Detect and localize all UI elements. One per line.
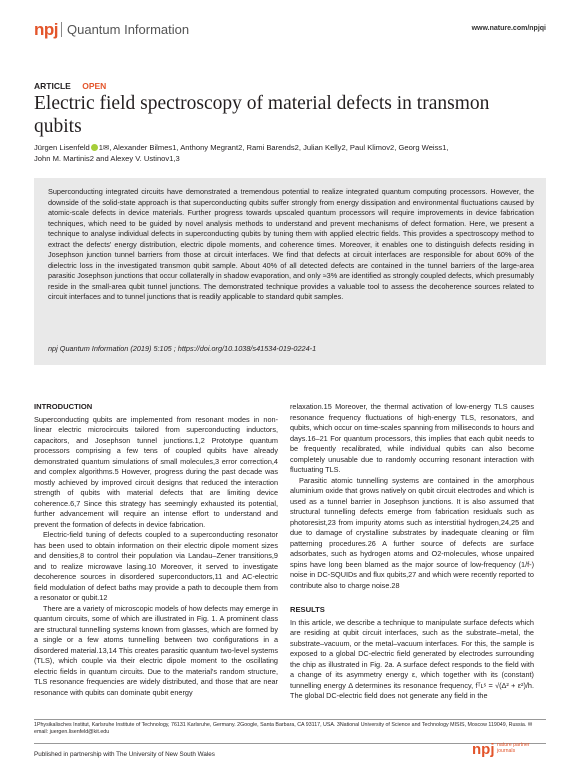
abstract-panel — [34, 178, 546, 365]
paragraph: relaxation.15 Moreover, the thermal activation of low-energy TLS causes resonance frequency fluctuations of high-energy TLS, resonators, and qubits, which occur on time-scales spanning from milliseconds to hours and days.16–21 For quantum processors, this implies that each qubit needs to be frequently recalibrated, while individual qubits can also become completely unusable due to randomly occurring resonant interaction with fluctuating TLS. — [290, 402, 534, 474]
article-type-label — [34, 81, 106, 91]
paragraph: Electric-field tuning of defects coupled to a superconducting resonator has been used to obtain information on their electric dipole moment sizes and densities,8 to control their population via Landau–Zener transitions,9 and to realize microwave lasing.10 Moreover, it served to investigate decoherence sources in disordered superconductors,11 and AC-electric field modulation of defect baths may provide a path to decouple them from a resonator or qubit.12 — [34, 530, 278, 602]
right-column — [290, 402, 534, 702]
author-line-1: 1✉, Alexander Bilmes1, Anthony Megrant2, Rami Barends2, Julian Kelly2, Paul Klimov2, Georg Weiss1, — [98, 143, 449, 152]
author-list — [34, 143, 549, 164]
header-divider — [61, 22, 62, 37]
citation-line[interactable]: npj Quantum Information (2019) 5:105 ; https://doi.org/10.1038/s41534-019-0224-1 — [48, 344, 317, 353]
footer-npj-logo: npj — [472, 741, 495, 758]
footnote-divider — [34, 719, 546, 720]
section-heading-introduction: INTRODUCTION — [34, 402, 93, 411]
paragraph: There are a variety of microscopic models of how defects may emerge in quantum circuits, some of which are illustrated in Fig. 1. A prominent class are structural tunnelling systems known from glasses, which are formed by a single or a few atoms tunnelling between two configurations in a disordered material.13,14 This creates parasitic quantum two-level systems (TLS), which couple via their electric dipole moment to the oscillating electric fields in quantum circuits. Due to the material's random structure, TLS resonance frequencies are widely distributed, and those that are near resonance with qubits can dominate qubit energy — [34, 603, 278, 697]
abstract-text: Superconducting integrated circuits have demonstrated a tremendous potential to realize integrated quantum computing processors. However, the downside of the solid-state approach is that superconducting qubits suffer strongly from energy dissipation and environmental fluctuations caused by atomic-scale defects in device materials. Further progress towards upscaled quantum processors will require improvements in device fabrication techniques, which need to be guided by novel analysis methods to understand and prevent mechanisms of defect formation. Here, we present a technique to analyse individual defects in superconducting qubits by tuning them with applied electric fields. This provides a spectroscopy method to extract the defects' energy distribution, electric dipole moments, and coherence times. Moreover, it enables one to distinguish defects residing in Josephson junction tunnel barriers from those at circuit interfaces. We find that defects at circuit interfaces are responsible for about 60% of the dielectric loss in the investigated transmon qubit sample. About 40% of all detected defects are contained in the tunnel barriers of the large-area parasitic Josephson junctions that occur collaterally in shadow evaporation, and only ≈3% are identified as strongly coupled defects, which presumably reside in the small-area qubit tunnel junctions. The demonstrated technique provides a valuable tool to assess the decoherence sources related to circuit interfaces and to tunnel junctions that is readily applicable to standard qubit samples. — [48, 187, 534, 301]
journal-header — [34, 20, 546, 44]
paragraph: Superconducting qubits are implemented from resonant modes in non-linear electric microcircuits tailored from superconducting inductors, capacitors, and Josephson tunnel junctions.1,2 Prototype quantum processors comprising a few tens of coupled qubits have already demonstrated quantum simulations of small molecules,3 error correction,4 and complex algorithms.5 However, progress during the past decade was mostly achieved by improved circuit designs that reduced the interaction strength of qubits with material defects that are limiting device coherence.6,7 Since this strategy has seemingly exhausted its potential, further advancement will require an intense effort to understand and prevent the formation of defects in device fabrication. — [34, 414, 278, 529]
publisher-note: Published in partnership with The University of New South Wales — [34, 751, 215, 758]
journal-name: Quantum Information — [67, 22, 190, 37]
nature-partner-journals-logo — [472, 741, 546, 761]
left-column — [34, 402, 278, 698]
author-first: Jürgen Lisenfeld — [34, 143, 90, 152]
footer-logo-line-2: journals — [497, 748, 516, 754]
section-heading-results: RESULTS — [290, 605, 325, 614]
paragraph: In this article, we describe a technique to manipulate surface defects which are residing at qubit circuit interfaces, such as the substrate–metal, the substrate–vacuum, or the metal–vacuum interfaces. For this, the sample is exposed to a global DC-electric field generated by electrodes surrounding the chip as illustrated in Fig. 2a. A surface defect responds to the field with a change of its asymmetry energy ε, which together with its (constant) tunnelling energy Δ determines its resonance frequency, fᵀʟˢ = √(Δ² + ε²)/h. The global DC-electric field does not generate any field in the — [290, 617, 534, 700]
npj-logo: npj — [34, 20, 58, 39]
article-type: ARTICLE — [34, 81, 71, 91]
footer-logo-line-1: nature partner — [497, 742, 530, 748]
author-line-2: John M. Martinis2 and Alexey V. Ustinov1,3 — [34, 153, 180, 163]
footer-logo-subtitle — [497, 742, 530, 754]
orcid-icon[interactable] — [91, 144, 98, 151]
footer-divider — [34, 743, 546, 744]
open-access-badge: OPEN — [82, 81, 107, 91]
paragraph: Parasitic atomic tunnelling systems are contained in the amorphous aluminium oxide that grows natively on qubit circuit electrodes and which is used as a tunnel barrier in Josephson junctions. It is also assumed that structural tunnelling defects emerge from fabrication residuals such as photoresist,23 from impurity atoms such as interstitial hydrogen,24,25 and due to damage of crystalline substrates by inadequate cleaning or film patterning procedures.26 A further source of defects are surface adsorbates, such as hydrogen atoms and O2-molecules, whose unpaired spins have long been blamed as the major source of low-frequency (1/f-) noise in DC-SQUIDs and flux qubits,27 and which were recently reported to contribute also to charge noise.28 — [290, 475, 534, 590]
journal-url[interactable]: www.nature.com/npjqi — [471, 25, 546, 32]
article-title: Electric field spectroscopy of material defects in transmon qubits — [34, 93, 490, 137]
affiliation-footnotes: 1Physikalisches Institut, Karlsruhe Institute of Technology, 76131 Karlsruhe, Germany. 2Google, Santa Barbara, CA 93117, USA. 3National University of Science and Technology MISIS, Moscow 119049, Russia. ✉email: juergen.lisenfeld@kit.edu — [34, 722, 533, 736]
